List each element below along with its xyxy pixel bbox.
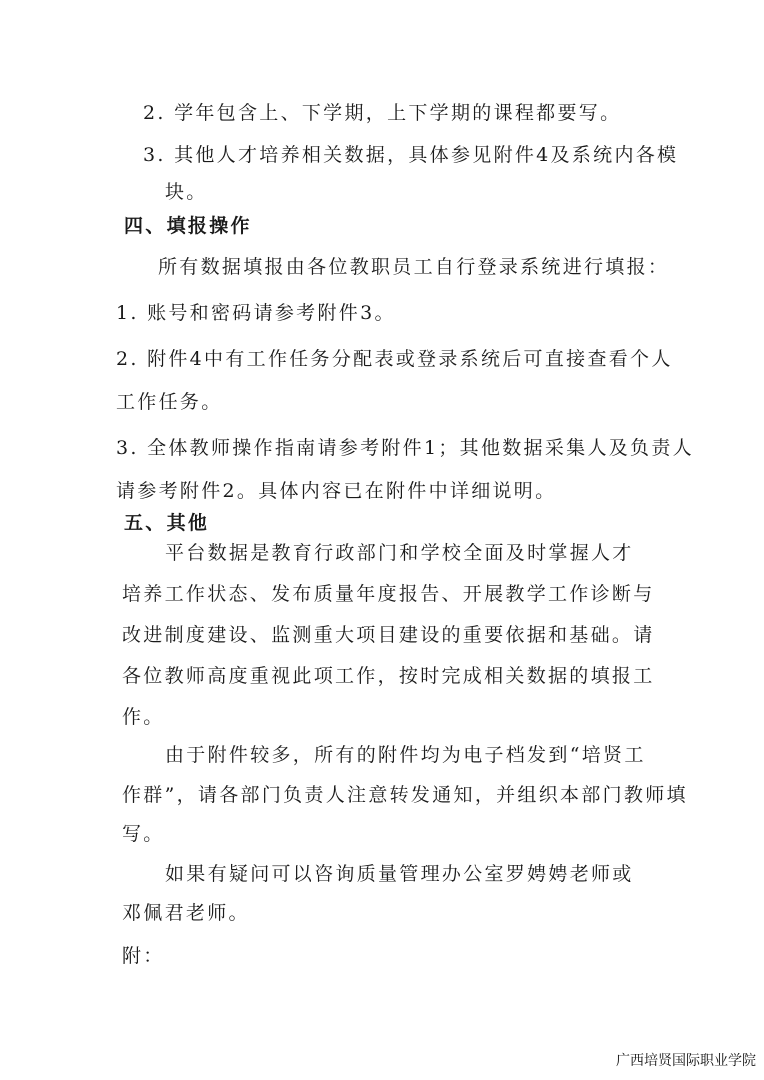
list-item-3-line-2: 块。 xyxy=(165,181,208,203)
section-5-paragraph-2-line-3: 写。 xyxy=(122,823,165,845)
section-5-paragraph-2-line-2: 作群”，请各部门负责人注意转发通知，并组织本部门教师填 xyxy=(122,784,688,806)
section-4-item-2-line-1: 2. 附件4中有工作任务分配表或登录系统后可直接查看个人 xyxy=(116,348,673,370)
section-4-heading: 四、填报操作 xyxy=(124,215,252,237)
section-5-paragraph-2-line-1: 由于附件较多，所有的附件均为电子档发到“培贤工 xyxy=(165,744,646,766)
section-4-intro: 所有数据填报由各位教职员工自行登录系统进行填报： xyxy=(158,256,670,278)
section-5-paragraph-1-line-5: 作。 xyxy=(122,706,165,728)
list-item-3-line-1: 3. 其他人才培养相关数据，具体参见附件4及系统内各模 xyxy=(143,144,679,166)
school-name-footer: 广西培贤国际职业学院 xyxy=(616,1053,756,1069)
section-4-item-2-line-2: 工作任务。 xyxy=(116,391,223,413)
section-4-item-1: 1. 账号和密码请参考附件3。 xyxy=(116,302,396,324)
section-4-item-3-line-1: 3. 全体教师操作指南请参考附件1；其他数据采集人及负责人 xyxy=(116,437,694,459)
section-5-paragraph-3-line-1: 如果有疑问可以咨询质量管理办公室罗娉娉老师或 xyxy=(165,863,634,885)
section-5-heading: 五、其他 xyxy=(124,512,210,534)
section-5-paragraph-1-line-4: 各位教师高度重视此项工作，按时完成相关数据的填报工 xyxy=(122,665,655,687)
section-5-paragraph-1-line-1: 平台数据是教育行政部门和学校全面及时掌握人才 xyxy=(165,542,634,564)
attachments-label: 附： xyxy=(122,945,165,967)
section-5-paragraph-1-line-2: 培养工作状态、发布质量年度报告、开展教学工作诊断与 xyxy=(122,583,655,605)
section-4-item-3-line-2: 请参考附件2。具体内容已在附件中详细说明。 xyxy=(116,480,557,502)
section-5-paragraph-3-line-2: 邓佩君老师。 xyxy=(122,902,250,924)
list-item-2: 2. 学年包含上、下学期，上下学期的课程都要写。 xyxy=(143,102,622,124)
section-5-paragraph-1-line-3: 改进制度建设、监测重大项目建设的重要依据和基础。请 xyxy=(122,624,655,646)
